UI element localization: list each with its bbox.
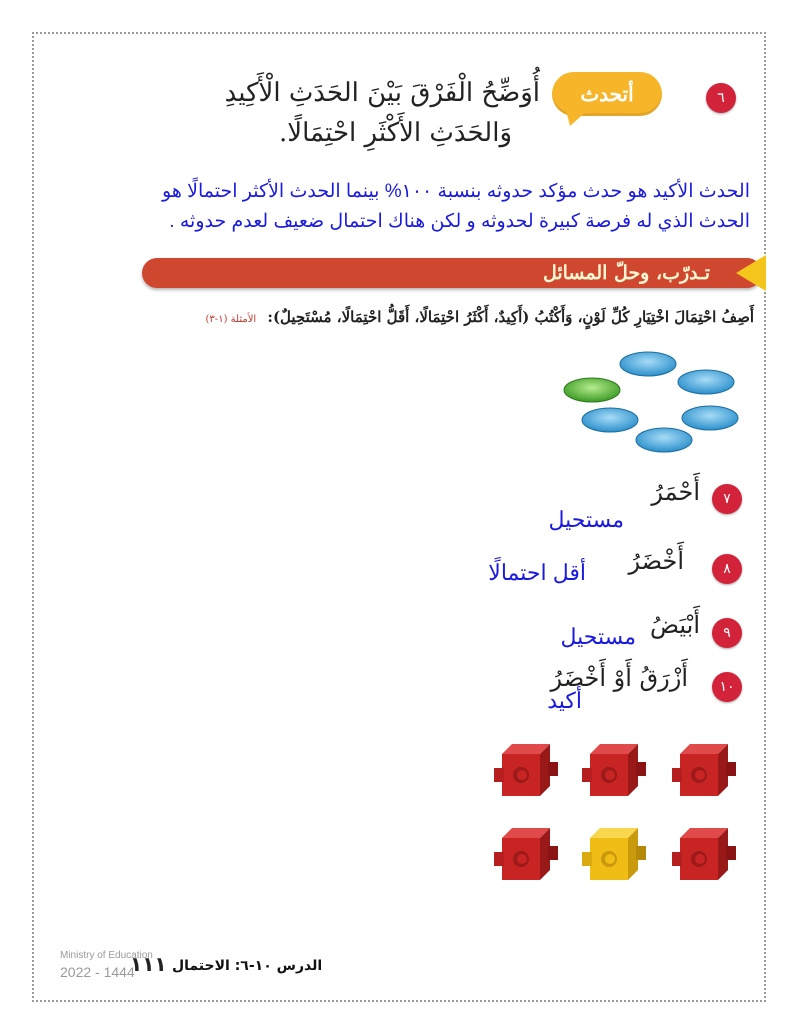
question-line-1: أُوَضِّحُ الْفَرْقَ بَيْنَ الحَدَثِ الْأَكِيدِ [224, 78, 540, 108]
page-footer [60, 950, 340, 984]
yellow-cube [582, 828, 646, 880]
lesson-label: الدرس ١٠-٦: الاحتمال [172, 958, 323, 974]
cubes-illustration [490, 738, 750, 888]
instruction-body: أَصِفُ احْتِمَالَ اخْتِيَارِ كُلِّ لَوْنٍ، وَأَكْتُبُ (أَكِيدٌ، أَكْثَرُ احْتِمَالًا، أَقَلُّ احْتِمَالًا، مُسْتَحِيلٌ): [267, 308, 754, 326]
blue-disc [682, 406, 738, 430]
discs-illustration [560, 340, 760, 460]
item-question: أَخْضَرُ [628, 547, 684, 575]
item-answer: مستحيل [548, 507, 624, 532]
item-number-badge: ٧ [712, 484, 742, 514]
talk-badge-label: أتحدث [580, 82, 634, 106]
blue-disc [636, 428, 692, 452]
section-header-band [142, 258, 762, 288]
red-cube [672, 828, 736, 880]
page-number: ١١١ [130, 952, 167, 976]
item-question: أَحْمَرُ [651, 478, 700, 506]
examples-reference: الأمثلة (١-٣) [205, 314, 257, 325]
answer-line-2: الحدث الذي له فرصة كبيرة لحدوثه و لكن هناك احتمال ضعيف لعدم حدوثه . [169, 211, 750, 232]
ministry-watermark: Ministry of Education [60, 950, 153, 961]
question-number-badge: ٦ [706, 83, 736, 113]
item-answer: مستحيل [560, 624, 636, 649]
green-disc [564, 378, 620, 402]
red-cube [494, 828, 558, 880]
answer-line-1: الحدث الأكيد هو حدث مؤكد حدوثه بنسبة ١٠٠% بينما الحدث الأكثر احتمالًا هو [162, 181, 750, 202]
instruction-text [206, 308, 754, 326]
talk-badge [552, 72, 662, 116]
section-title: تـدرّب، وحلّ المسائل [542, 262, 710, 284]
item-number-badge: ٩ [712, 618, 742, 648]
section-arrow-icon [736, 255, 766, 291]
speech-tail-icon [566, 110, 588, 126]
red-cube [672, 744, 736, 796]
year-watermark: 2022 - 1444 [60, 964, 135, 980]
blue-disc [678, 370, 734, 394]
item-question: أَبْيَضُ [650, 611, 700, 639]
red-cube [582, 744, 646, 796]
item-answer: أقل احتمالًا [488, 560, 586, 585]
item-question: أَزْرَقُ أَوْ أَخْضَرُ [550, 664, 688, 692]
question-line-2: وَالحَدَثِ الأَكْثَرِ احْتِمَالًا. [279, 118, 512, 148]
blue-disc [582, 408, 638, 432]
item-number-badge: ١٠ [712, 672, 742, 702]
item-answer: أكيد [547, 688, 582, 713]
blue-disc [620, 352, 676, 376]
red-cube [494, 744, 558, 796]
item-number-badge: ٨ [712, 554, 742, 584]
